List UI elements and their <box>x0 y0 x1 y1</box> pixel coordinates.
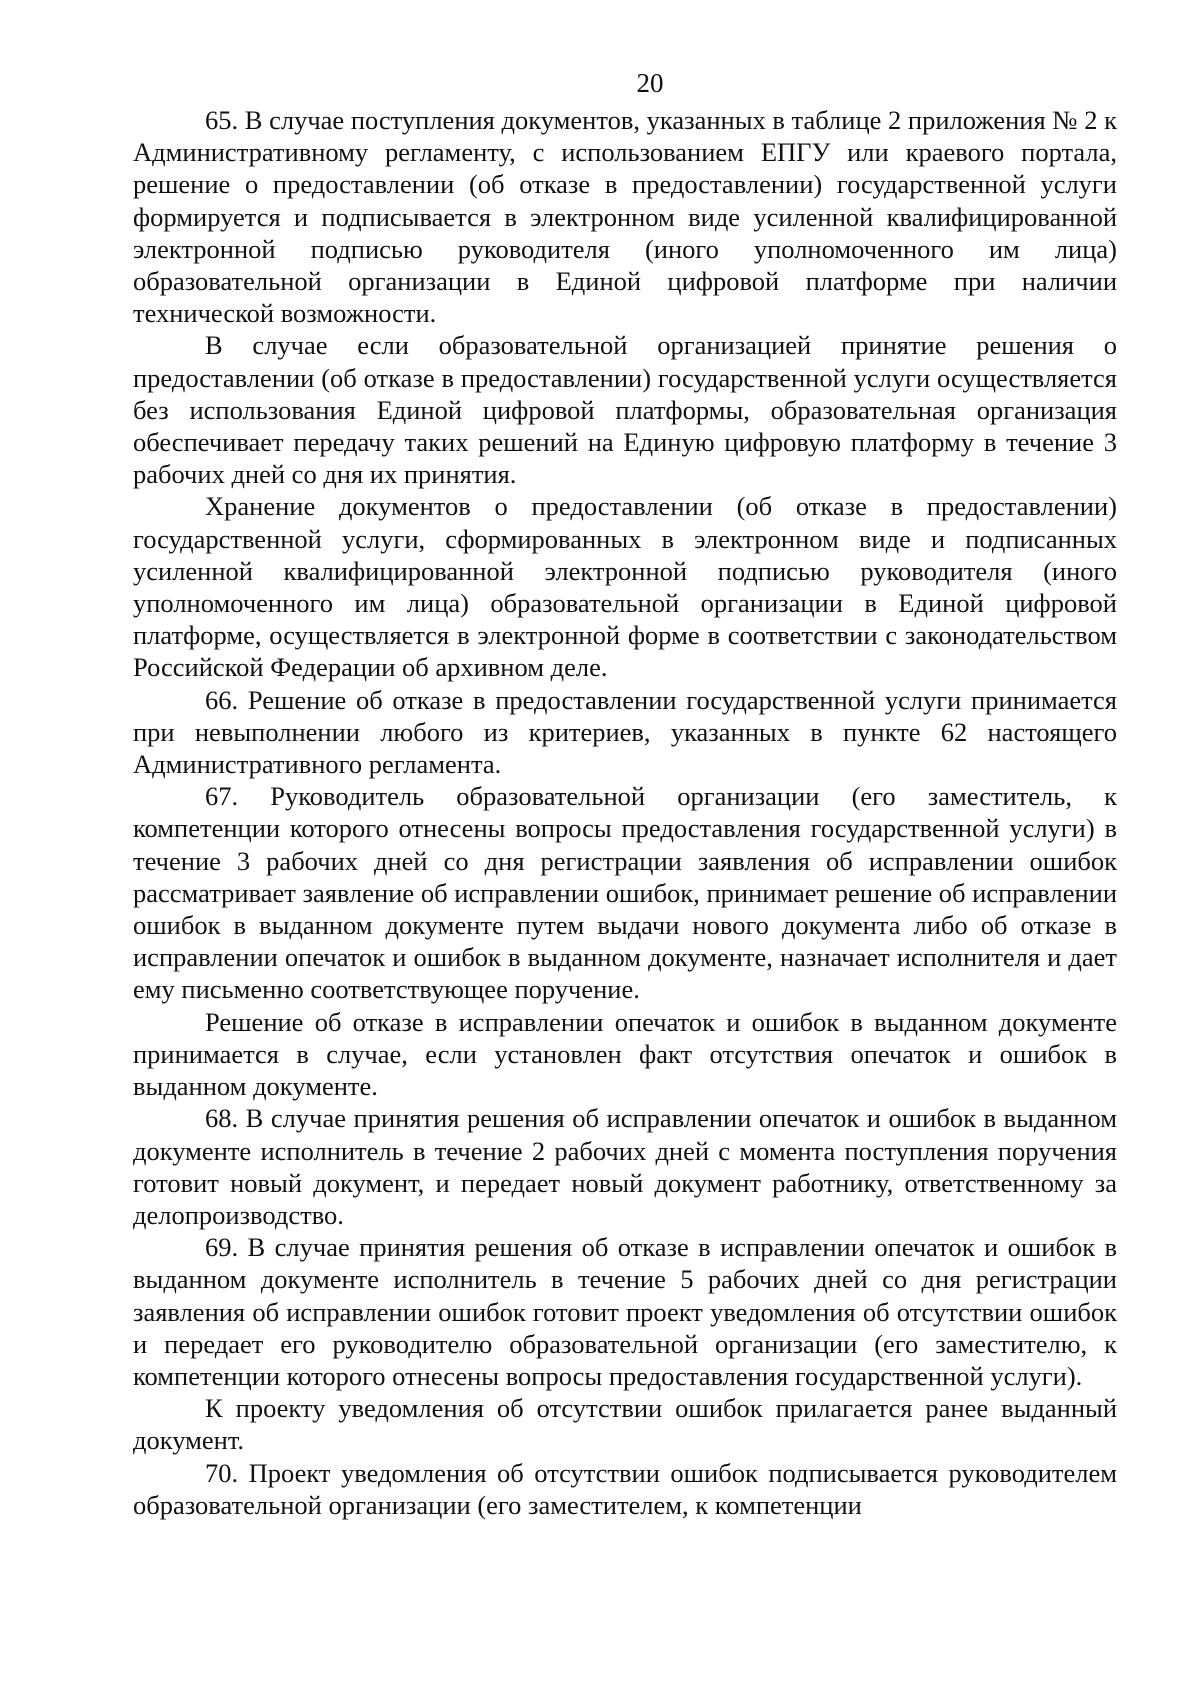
paragraph-69-attachment: К проекту уведомления об отсутствии ошибок прилагается ранее выданный документ. <box>133 1393 1117 1456</box>
paragraph-65-decision-transfer: В случае если образовательной организацией принятие решения о предоставлении (об отказе в предоставлении) государственной услуги осуществляется без использования Единой цифровой платформы, образовательная организация обеспечивает передачу таких решений на Единую цифровую платформу в течение 3 рабочих дней со дня их принятия. <box>133 330 1117 490</box>
paragraph-67-refusal: Решение об отказе в исправлении опечаток и ошибок в выданном документе принимается в случае, если установлен факт отсутствия опечаток и ошибок в выданном документе. <box>133 1006 1117 1102</box>
paragraph-70: 70. Проект уведомления об отсутствии ошибок подписывается руководителем образовательной организации (его заместителем, к компетенции <box>133 1457 1117 1520</box>
paragraph-68: 68. В случае принятия решения об исправлении опечаток и ошибок в выданном документе исполнитель в течение 2 рабочих дней с момента поступления поручения готовит новый документ, и передает новый документ работнику, ответственному за делопроизводство. <box>133 1103 1117 1230</box>
paragraph-66: 66. Решение об отказе в предоставлении государственной услуги принимается при невыполнении любого из критериев, указанных в пункте 62 настоящего Административного регламента. <box>133 684 1117 780</box>
paragraph-67: 67. Руководитель образовательной организации (его заместитель, к компетенции которого отнесены вопросы предоставления государственной услуги) в течение 3 рабочих дней со дня регистрации заявления об исправлении ошибок рассматривает заявление об исправлении ошибок, принимает решение об исправлении ошибок в выданном документе путем выдачи нового документа либо об отказе в исправлении опечаток и ошибок в выданном документе, назначает исполнителя и дает ему письменно соответствующее поручение. <box>133 781 1117 1005</box>
page-number: 20 <box>636 68 664 98</box>
paragraph-65-storage: Хранение документов о предоставлении (об отказе в предоставлении) государственной услуги, сформированных в электронном виде и подписанных усиленной квалифицированной электронной подписью руководителя (иного уполномоченного им лица) образовательной организации в Единой цифровой платформе, осуществляется в электронной форме в соответствии с законодательством Российской Федерации об архивном деле. <box>133 491 1117 683</box>
paragraph-69: 69. В случае принятия решения об отказе в исправлении опечаток и ошибок в выданном документе исполнитель в течение 5 рабочих дней со дня регистрации заявления об исправлении ошибок готовит проект уведомления об отсутствии ошибок и передает его руководителю образовательной организации (его заместителю, к компетенции которого отнесены вопросы предоставления государственной услуги). <box>133 1232 1117 1391</box>
paragraph-65: 65. В случае поступления документов, указанных в таблице 2 приложения № 2 к Административному регламенту, с использованием ЕПГУ или краевого портала, решение о предоставлении (об отказе в предоставлении) государственной услуги формируется и подписывается в электронном виде усиленной квалифицированной электронной подписью руководителя (иного уполномоченного им лица) образовательной организации в Единой цифровой платформе при наличии технической возможности. <box>133 105 1117 329</box>
document-body <box>133 104 1117 1521</box>
